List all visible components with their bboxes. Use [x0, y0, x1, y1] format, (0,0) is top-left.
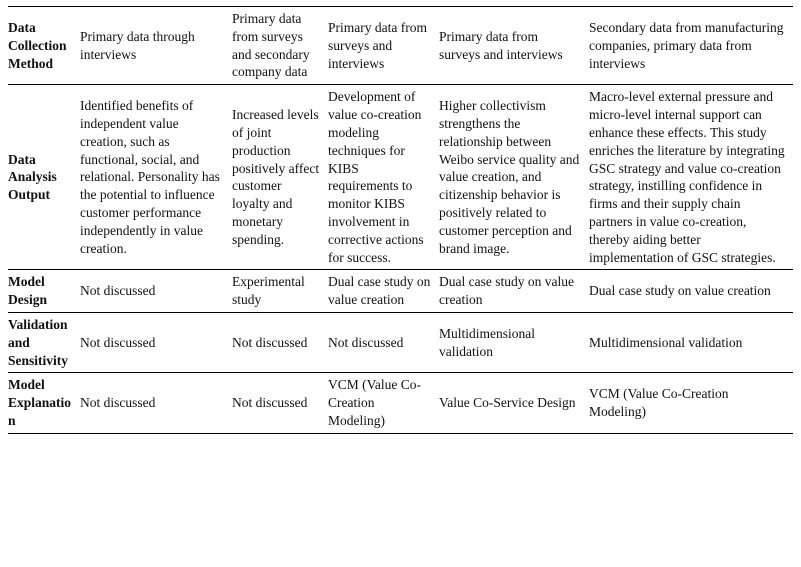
table-cell: Not discussed [232, 334, 308, 350]
table-cell: Not discussed [80, 283, 156, 299]
table-row-model-explanation [8, 373, 793, 433]
table-cell: Primary data from surveys and secondary company data [232, 11, 310, 80]
table-cell: Increased levels of joint production positively affect customer loyalty and monetary spending. [232, 107, 320, 247]
table-cell: Value Co-Service Design [439, 395, 576, 411]
table-row-data-analysis-output [8, 85, 793, 270]
table-cell: Multidimensional validation [439, 325, 535, 359]
row-header-model-explanation: Model Explanation [8, 377, 72, 429]
table-cell: Not discussed [80, 395, 156, 411]
table-cell: Dual case study on value creation [328, 274, 431, 308]
table-cell: Primary data from surveys and interviews [439, 28, 563, 62]
table-cell: Higher collectivism strengthens the relationship between Weibo service quality and value creation, and citizenship behavior is positively related to customer perception and brand image. [439, 98, 580, 256]
table-cell: Not discussed [328, 334, 404, 350]
row-header-model-design: Model Design [8, 274, 48, 308]
table-row-data-collection-method [8, 7, 793, 85]
row-header-data-analysis-output: Data Analysis Output [8, 151, 57, 203]
row-header-data-collection-method: Data Collection Method [8, 19, 67, 71]
table-row-validation-and-sensitivity [8, 313, 793, 373]
table-cell: VCM (Value Co-Creation Modeling) [589, 386, 729, 420]
table-cell: Primary data through interviews [80, 28, 195, 62]
table-cell: Identified benefits of independent value creation, such as functional, social, and relational. Personality has the potential to influence customer performance independently in value creation. [80, 98, 220, 256]
table-cell: Development of value co-creation modeling techniques for KIBS requirements to monitor KIBS involvement in corrective actions for success. [328, 89, 424, 265]
table-cell: Dual case study on value creation [439, 274, 574, 308]
table-cell: Primary data from surveys and interviews [328, 19, 427, 71]
table-cell: Experimental study [232, 274, 305, 308]
table-row-model-design [8, 270, 793, 313]
row-header-validation-and-sensitivity: Validation and Sensitivity [8, 317, 69, 368]
table-cell: Not discussed [80, 334, 156, 350]
table-cell: Multidimensional validation [589, 334, 743, 350]
table-cell: Dual case study on value creation [589, 283, 771, 299]
table-cell: Macro-level external pressure and micro-level internal support can enhance these effects. This study enriches the literature by integrating GSC strategy and value co-creation strategy, instilling confidence in firms and their supply chain partners in value co-creation, thereby aiding better implementation of GSC strategies. [589, 89, 785, 265]
table-cell: VCM (Value Co-Creation Modeling) [328, 377, 421, 429]
table-cell: Not discussed [232, 395, 308, 411]
table-cell: Secondary data from manufacturing companies, primary data from interviews [589, 19, 784, 71]
comparison-table [8, 6, 793, 434]
